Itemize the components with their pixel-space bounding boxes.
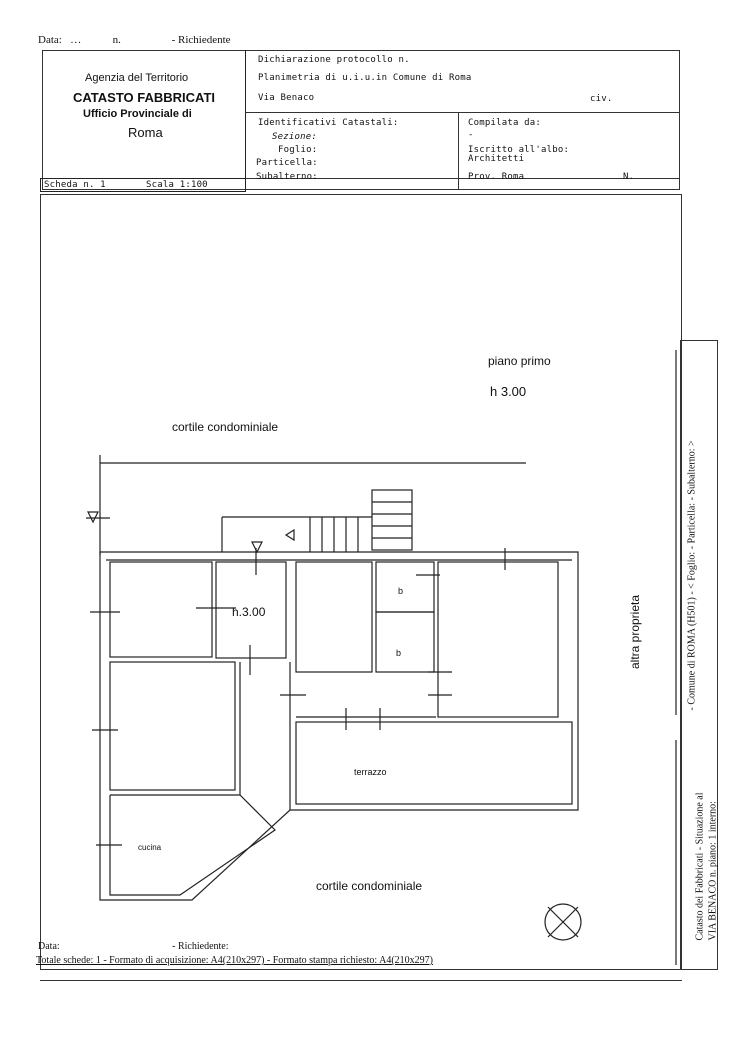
scheda-scale: Scala 1:100 [146,180,208,190]
bottom-totale-line: Totale schede: 1 - Formato di acquisizione: A4(210x297) - Formato stampa richiesto: A4(210x297) [36,955,433,966]
bottom-rule [40,980,682,981]
ufficio-label: Ufficio Provinciale di [83,108,192,120]
city-name: Roma [128,125,163,140]
side-text-line3: VIA BENACO n. piano: 1 interno: [707,801,719,941]
identificativi-text: Identificativi Catastali: [258,118,399,128]
subalterno-text: Subalterno: [256,172,318,182]
foglio-text: Foglio: [278,145,318,155]
particella-text: Particella: [256,158,318,168]
iscritto-text: Iscritto all'albo: [468,145,570,155]
dichiarazione-text: Dichiarazione protocollo n. [258,55,410,65]
floor-height-label: h 3.00 [490,384,527,399]
room-height-label: h.3.00 [232,605,266,619]
bathroom-label-2: b [396,648,402,658]
compilata-text: Compilata da: [468,118,542,128]
side-text-line1: - Comune di ROMA (H501) - < Foglio: - Particella: - Subalterno: > [686,440,698,711]
catasto-title: CATASTO FABBRICATI [73,90,216,105]
sezione-text: Sezione: [272,132,317,142]
compilata-dash: - [468,130,474,140]
prov-text: Prov. Roma [468,172,525,182]
via-text: Via Benaco [258,93,315,103]
agency-name: Agenzia del Territorio [85,72,189,84]
side-text-line2: Catasto dei Fabbricati - Situazione al [694,792,706,941]
planimetria-text: Planimetria di u.i.u.in Comune di Roma [258,73,472,83]
terrace-label: terrazzo [354,767,387,777]
top-data-label: Data: ... n. - Richiedente [38,34,231,46]
scheda-number: Scheda n. 1 [44,180,106,190]
courtyard-label-top: cortile condominiale [172,420,279,434]
n-text: N. [623,172,635,182]
architetti-text: Architetti [468,154,525,164]
floor-label: piano primo [488,354,551,368]
kitchen-label: cucina [138,843,162,852]
bottom-data-line: Data: - Richiedente: [38,941,229,952]
bathroom-label-1: b [398,586,404,596]
courtyard-label-bottom: cortile condominiale [316,879,423,893]
civ-text: civ. [590,94,613,104]
other-property-label: altra proprieta [628,594,643,670]
